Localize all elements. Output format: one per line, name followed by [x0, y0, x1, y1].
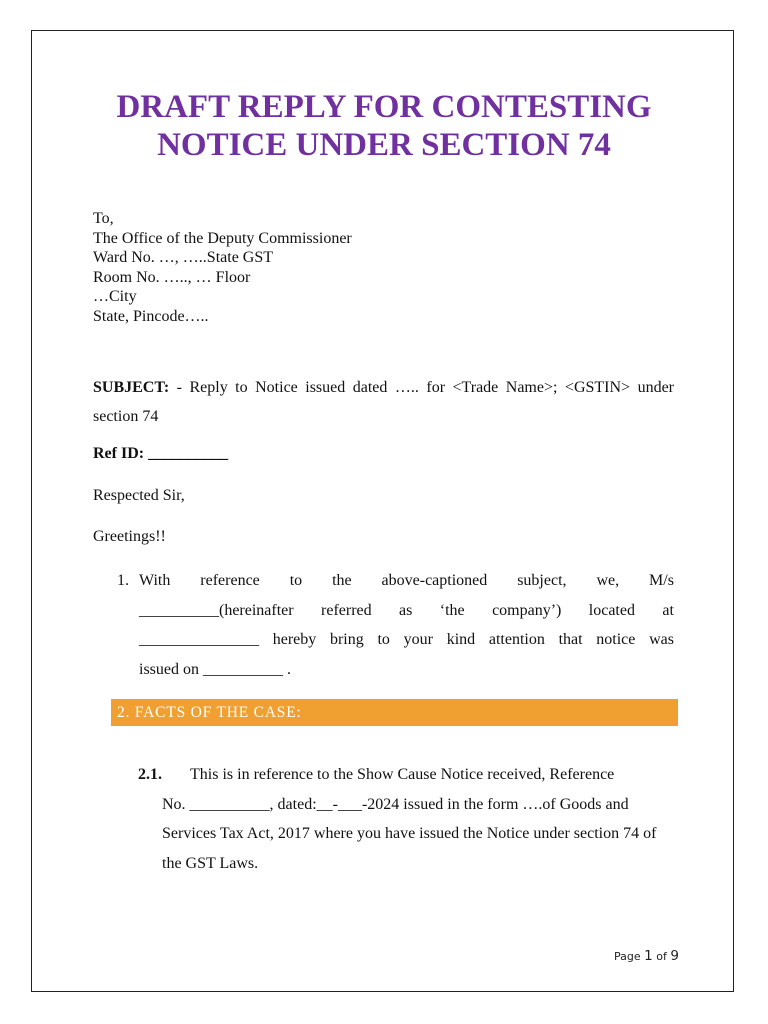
- item-word: we,: [596, 572, 620, 589]
- paragraph-rest: No. __________, dated:__-___-2024 issued in the form ….of Goods and Services Tax Act, 2017 where you have issued the Notice under section 74 of the GST Laws.: [162, 795, 657, 872]
- paragraph-first-line: This is in reference to the Show Cause Notice received, Reference: [190, 766, 615, 783]
- item-word: issued on __________ .: [139, 660, 291, 678]
- salutation: Respected Sir,: [93, 487, 185, 504]
- address-line: The Office of the Deputy Commissioner: [93, 229, 352, 247]
- item-word: company’): [492, 601, 562, 619]
- item-line: [139, 625, 674, 655]
- item-word: the: [332, 572, 352, 589]
- item-word: __________(hereinafter: [139, 601, 294, 619]
- address-line: State, Pincode…..: [93, 307, 209, 325]
- document-title: [0, 88, 768, 164]
- item-word: subject,: [517, 572, 567, 589]
- greeting: Greetings!!: [93, 528, 166, 545]
- item-line: [139, 655, 674, 685]
- item-word: attention: [488, 631, 545, 648]
- item-word: at: [662, 601, 674, 619]
- item-body: [139, 566, 674, 684]
- item-line: [139, 566, 674, 596]
- address-line: Room No. ….., … Floor: [93, 268, 251, 286]
- item-word: notice: [596, 631, 636, 648]
- ref-id: Ref ID: __________: [93, 445, 229, 462]
- item-word: referred: [321, 601, 372, 619]
- item-word: to: [289, 572, 303, 589]
- item-word: reference: [200, 572, 260, 589]
- item-word: located: [588, 601, 635, 619]
- recipient-address: [93, 209, 352, 327]
- item-word: ‘the: [439, 601, 465, 619]
- page-number: 1: [644, 948, 653, 964]
- item-word: above-captioned: [381, 572, 488, 589]
- item-word: _______________: [139, 631, 259, 648]
- address-line: Ward No. …, …..State GST: [93, 249, 274, 267]
- numbered-item-1: [93, 566, 674, 684]
- section-heading-facts: 2. FACTS OF THE CASE:: [111, 699, 678, 726]
- subject-text: - Reply to Notice issued dated ….. for <Trade Name>; <GSTIN> under section 74: [93, 379, 674, 425]
- paragraph-number: 2.1.: [138, 766, 162, 783]
- item-word: your: [403, 631, 433, 648]
- item-word: hereby: [272, 631, 317, 648]
- of-label: of: [656, 950, 667, 963]
- page-footer: [614, 948, 679, 964]
- item-word: to: [377, 631, 390, 648]
- item-word: that: [558, 631, 583, 648]
- item-word: bring: [329, 631, 364, 648]
- paragraph-2-1: [138, 760, 674, 878]
- address-line: …City: [93, 288, 137, 306]
- page-label: Page: [614, 950, 641, 963]
- item-line: [139, 596, 674, 626]
- item-number: 1.: [117, 572, 129, 589]
- subject-paragraph: [93, 373, 674, 431]
- subject-label: SUBJECT:: [93, 379, 170, 396]
- address-line: To,: [93, 210, 114, 227]
- item-word: kind: [446, 631, 476, 648]
- item-word: M/s: [649, 572, 674, 589]
- item-word: With: [139, 572, 171, 589]
- title-line-2: NOTICE UNDER SECTION 74: [157, 127, 611, 163]
- item-word: as: [399, 601, 413, 619]
- item-word: was: [649, 631, 674, 648]
- page-total: 9: [670, 948, 679, 964]
- title-line-1: DRAFT REPLY FOR CONTESTING: [116, 89, 652, 125]
